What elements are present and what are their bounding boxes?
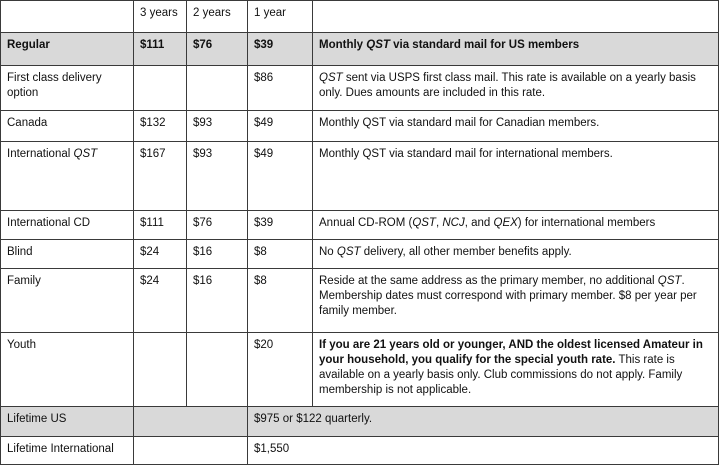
header-cell: 2 years (187, 1, 248, 33)
desc-italic: QST (657, 275, 682, 287)
price-1yr: $49 (248, 142, 313, 211)
table-row-international-cd (1, 211, 719, 240)
table-row-lifetime-us (1, 407, 719, 437)
desc-text: Monthly (319, 39, 367, 51)
price-2yr (187, 333, 248, 407)
row-description (313, 66, 719, 111)
table-row-canada (1, 111, 719, 142)
table-row-international (1, 142, 719, 211)
table-row-regular (1, 33, 719, 66)
desc-text: . Membership dates must correspond with primary member. $8 per year per family member. (319, 275, 697, 317)
desc-italic: QEX (493, 217, 518, 229)
desc-text: delivery, all other member benefits apply. (360, 246, 572, 258)
header-cell (313, 1, 719, 33)
price-2yr: $93 (187, 111, 248, 142)
desc-text: Reside at the same address as the primary member, no additional (319, 275, 658, 287)
header-row (1, 1, 719, 33)
price-2yr (187, 66, 248, 111)
row-name: International CD (1, 211, 134, 240)
table-row-youth (1, 333, 719, 407)
price-2yr: $76 (187, 211, 248, 240)
price-2yr: $16 (187, 240, 248, 269)
row-description (313, 333, 719, 407)
price-1yr: $8 (248, 240, 313, 269)
table-row-first-class (1, 66, 719, 111)
row-name: Canada (1, 111, 134, 142)
row-description: Monthly QST via standard mail for Canadian members. (313, 111, 719, 142)
price-1yr: $49 (248, 111, 313, 142)
price-1yr: $39 (248, 33, 313, 66)
row-name (1, 142, 134, 211)
row-name: Lifetime International (1, 437, 134, 465)
empty-span-cell (134, 407, 248, 437)
desc-italic: NCJ (442, 217, 465, 229)
desc-text: via standard mail for US members (389, 39, 580, 51)
row-name: Family (1, 269, 134, 333)
row-name: Regular (1, 33, 134, 66)
desc-italic: QST (366, 39, 390, 51)
lifetime-price: $1,550 (248, 437, 719, 465)
price-1yr: $39 (248, 211, 313, 240)
desc-text: , and (464, 217, 494, 229)
table-row-blind (1, 240, 719, 269)
price-3yr (134, 66, 187, 111)
header-cell (1, 1, 134, 33)
desc-text: sent via USPS first class mail. This rate is available on a yearly basis only. Dues amounts are included in this rate. (319, 72, 696, 99)
price-2yr: $93 (187, 142, 248, 211)
empty-span-cell (134, 437, 248, 465)
row-name: Blind (1, 240, 134, 269)
lifetime-price: $975 or $122 quarterly. (248, 407, 719, 437)
desc-italic: QST (319, 72, 343, 84)
desc-text: ) for international members (517, 217, 656, 229)
desc-text: This rate is available on a yearly basis only. Club commissions do not apply. Family membership is not applicable. (319, 354, 683, 396)
table-row-family (1, 269, 719, 333)
name-italic: QST (73, 148, 98, 160)
row-description: Monthly QST via standard mail for international members. (313, 142, 719, 211)
price-3yr (134, 333, 187, 407)
price-3yr: $111 (134, 211, 187, 240)
row-name: Youth (1, 333, 134, 407)
price-2yr: $16 (187, 269, 248, 333)
desc-italic: QST (336, 246, 361, 258)
row-description (313, 269, 719, 333)
name-text: International (7, 148, 74, 160)
price-1yr: $8 (248, 269, 313, 333)
header-cell: 1 year (248, 1, 313, 33)
desc-italic: QST (412, 217, 436, 229)
price-3yr: $132 (134, 111, 187, 142)
price-2yr: $76 (187, 33, 248, 66)
price-3yr: $24 (134, 240, 187, 269)
price-3yr: $24 (134, 269, 187, 333)
price-1yr: $86 (248, 66, 313, 111)
desc-text: No (319, 246, 337, 258)
table-row-lifetime-international (1, 437, 719, 465)
row-description (313, 211, 719, 240)
desc-bold: If you are 21 years old or younger, AND the oldest licensed Amateur in your household, you qualify for the special youth rate. (319, 339, 703, 366)
header-cell: 3 years (134, 1, 187, 33)
desc-text: Annual CD-ROM ( (319, 217, 413, 229)
row-description (313, 33, 719, 66)
desc-text: , (435, 217, 443, 229)
row-description (313, 240, 719, 269)
row-name: Lifetime US (1, 407, 134, 437)
row-name: First class delivery option (1, 66, 134, 111)
price-3yr: $167 (134, 142, 187, 211)
price-3yr: $111 (134, 33, 187, 66)
price-1yr: $20 (248, 333, 313, 407)
